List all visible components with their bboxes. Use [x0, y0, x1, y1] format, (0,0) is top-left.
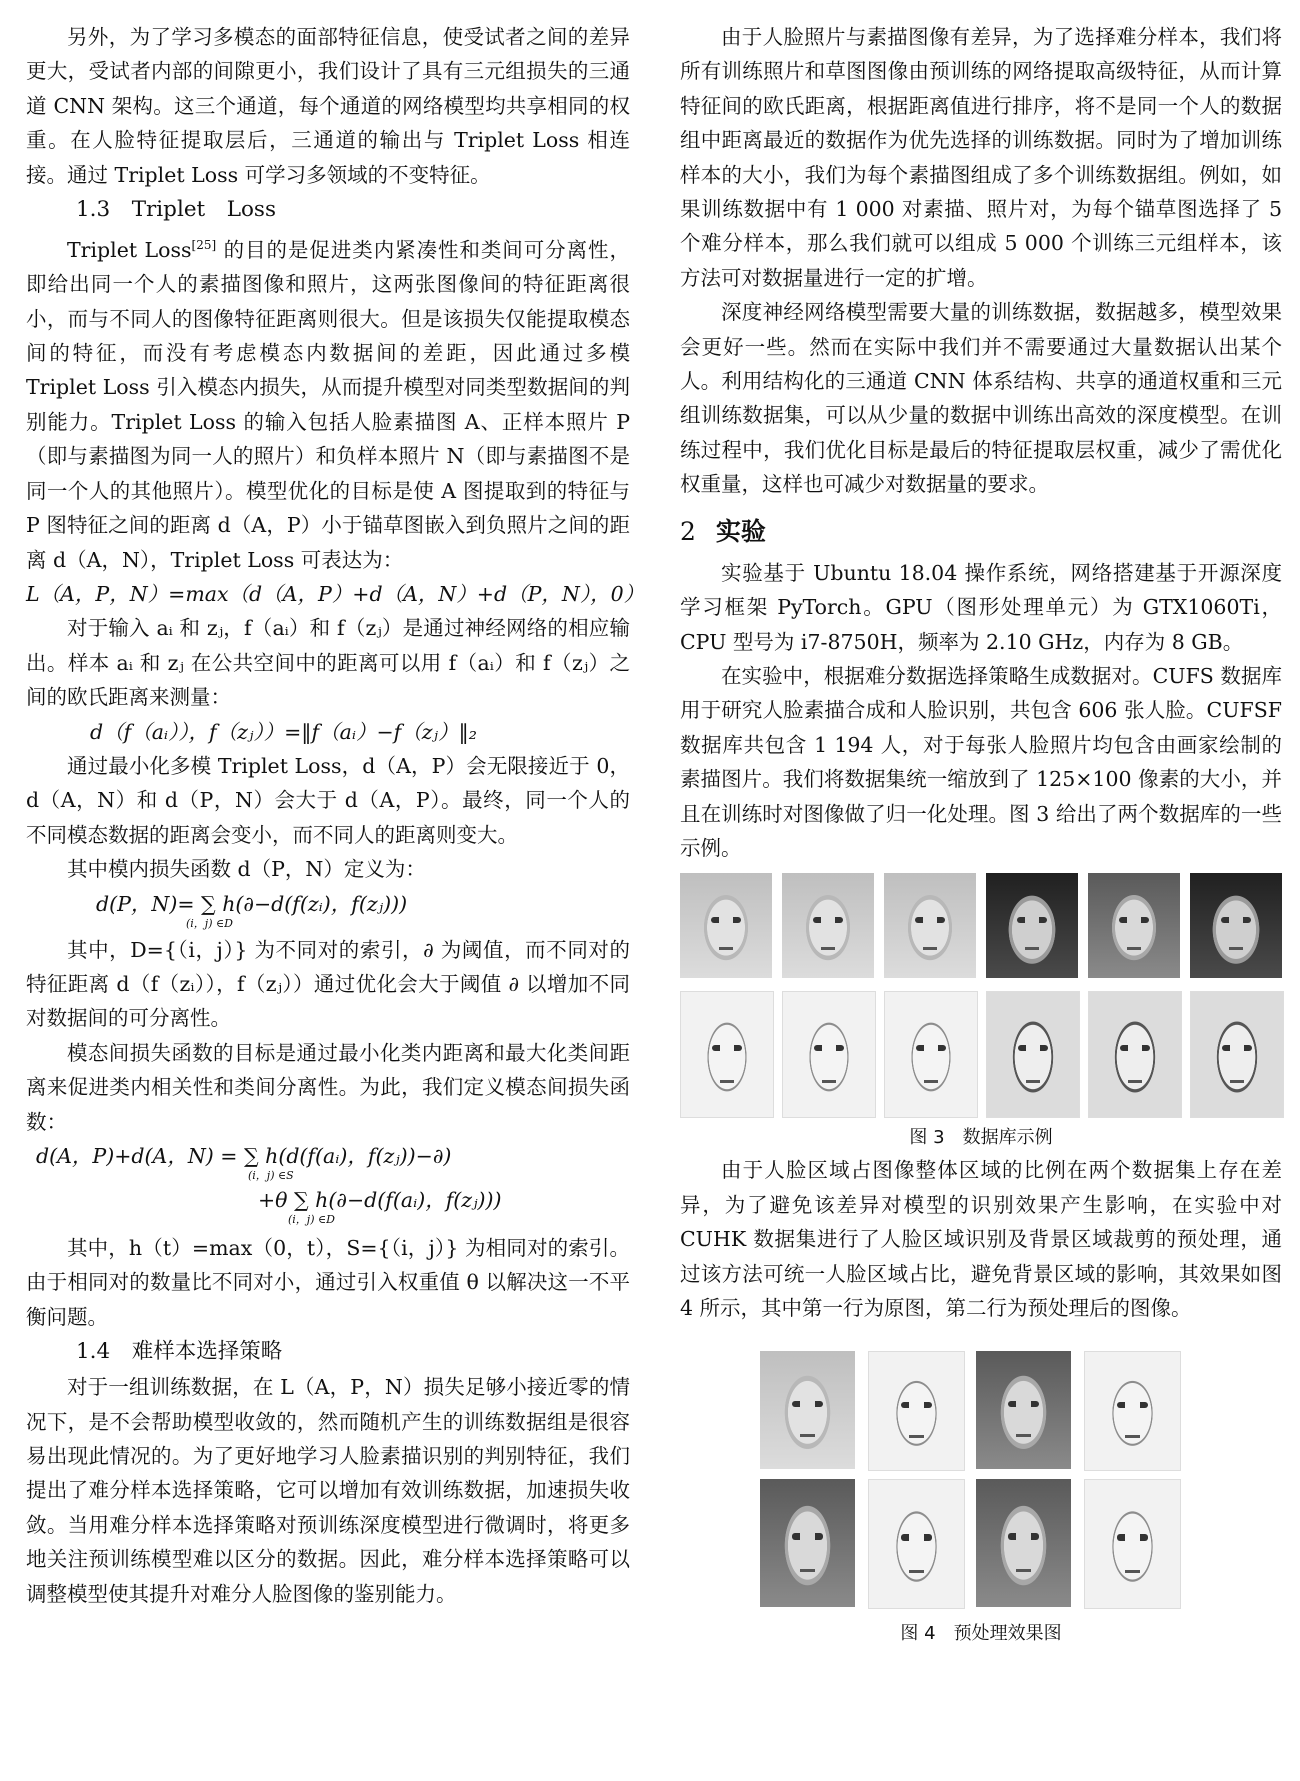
original-photo-image	[976, 1351, 1071, 1469]
preprocessed-photo-image	[976, 1479, 1071, 1607]
paragraph: 其中，D={（i，j）} 为不同对的索引，∂ 为阈值，而不同对的特征距离 d（f（zᵢ）），f（zⱼ））通过优化会大于阈值 ∂ 以增加不同对数据间的可分离性。	[26, 937, 630, 1031]
original-sketch-image	[1084, 1351, 1181, 1471]
equation-euclidean-distance: d（f（aᵢ）），f（zⱼ））=‖f（aᵢ）−f（zⱼ）‖₂	[90, 719, 477, 744]
paragraph: 通过最小化多模 Triplet Loss，d（A，P）会无限接近于 0，d（A，N）和 d（P，N）会大于 d（A，P）。最终，同一个人的不同模态数据的距离会变小，而不同人的距离则变大。	[26, 753, 630, 847]
equation-body: +θ ∑ h(∂−d(f(aᵢ)，f(zⱼ)))	[258, 1188, 502, 1213]
section-number: 2	[680, 516, 696, 546]
paragraph: 由于人脸照片与素描图像有差异，为了选择难分样本，我们将所有训练照片和草图图像由预训练的网络提取高级特征，从而计算特征间的欧氏距离，根据距离值进行排序，将不是同一个人的数据组中距离最近的数据作为优先选择的训练数据。同时为了增加训练样本的大小，我们为每个素描图组成了多个训练数据组。例如，如果训练数据中有 1 000 对素描、照片对，为每个锚草图选择了 5 个难分样本，那么我们就可以组成 5 000 个训练三元组样本，该方法可对数据量进行一定的扩增。	[680, 25, 1282, 290]
paragraph: 在实验中，根据难分数据选择策略生成数据对。CUFS 数据库用于研究人脸素描合成和人脸识别，共包含 606 张人脸。CUFSF 数据库共包含 1 194 人，对于每张人脸照片均包含由画家绘制的素描图片。我们将数据集统一缩放到了 125×100 像素的大小，并且在训练时对图像做了归一化处理。图 3 给出了两个数据库的一些示例。	[680, 663, 1282, 860]
figure-3	[680, 873, 1282, 1153]
equation-triplet-loss: L（A，P，N）=max（d（A，P）+d（A，N）+d（P，N），0）	[26, 581, 645, 606]
paragraph: 对于输入 aᵢ 和 zⱼ，f（aᵢ）和 f（zⱼ）是通过神经网络的相应输出。样本 aᵢ 和 zⱼ 在公共空间中的距离可以用 f（aᵢ）和 f（zⱼ）之间的欧氏距离来测量：	[26, 616, 630, 710]
equation-subscript: (i，j) ∈S	[248, 1169, 294, 1183]
equation-subscript: (i，j) ∈D	[288, 1213, 335, 1227]
figure-4-image-grid	[680, 1351, 1282, 1609]
figure-4	[680, 1351, 1282, 1649]
face-photo-image	[782, 873, 874, 978]
face-photo-image	[1190, 873, 1282, 978]
section-title: 实验	[715, 516, 766, 546]
preprocessed-sketch-image	[1084, 1479, 1181, 1609]
right-column	[680, 20, 1282, 1649]
face-photo-image	[884, 873, 976, 978]
face-photo-image	[1088, 873, 1180, 978]
equation-intra-modal-loss	[26, 887, 630, 933]
face-sketch-image	[782, 991, 876, 1118]
original-photo-image	[760, 1351, 855, 1469]
paragraph: 对于一组训练数据，在 L（A，P，N）损失足够小接近零的情况下，是不会帮助模型收敛的，然而随机产生的训练数据组是很容易出现此情况的。为了更好地学习人脸素描识别的判别特征，我们提出了难分样本选择策略，它可以增加有效训练数据，加速损失收敛。当用难分样本选择策略对预训练深度模型进行微调时，将更多地关注预训练模型难以区分的数据。因此，难分样本选择策略可以调整模型使其提升对难分人脸图像的鉴别能力。	[26, 1375, 630, 1606]
paragraph: 实验基于 Ubuntu 18.04 操作系统，网络搭建基于开源深度学习框架 PyTorch。GPU（图形处理单元）为 GTX1060Ti，CPU 型号为 i7-8750H，频率为 2.10 GHz，内存为 8 GB。	[680, 560, 1282, 654]
preprocessed-sketch-image	[868, 1479, 965, 1609]
paragraph	[26, 228, 630, 577]
face-sketch-image	[680, 991, 774, 1118]
paragraph: 其中模内损失函数 d（P，N）定义为：	[67, 857, 426, 882]
face-sketch-image	[986, 991, 1080, 1118]
face-photo-image	[986, 873, 1078, 978]
left-column	[26, 20, 645, 1611]
paragraph: 深度神经网络模型需要大量的训练数据，数据越多，模型效果会更好一些。然而在实际中我们并不需要通过大量数据认出某个人。利用结构化的三通道 CNN 体系结构、共享的通道权重和三元组训练数据集，可以从少量的数据中训练出高效的深度模型。在训练过程中，我们优化目标是最后的特征提取层权重，减少了需优化权重量，这样也可减少对数据量的要求。	[680, 300, 1282, 497]
face-sketch-image	[1190, 991, 1284, 1118]
section-heading-2	[680, 512, 1282, 552]
equation-body: d(P，N)= ∑ h(∂−d(f(zᵢ)，f(zⱼ)))	[96, 891, 408, 916]
paragraph: 模态间损失函数的目标是通过最小化类内距离和最大化类间距离来促进类内相关性和类间分离性。为此，我们定义模态间损失函数：	[26, 1040, 630, 1134]
figure-3-caption: 图 3 数据库示例	[909, 1127, 1053, 1149]
section-heading-1-3: 1.3 Triplet Loss	[76, 197, 276, 223]
paragraph: 另外，为了学习多模态的面部特征信息，使受试者之间的差异更大，受试者内部的间隙更小，我们设计了具有三元组损失的三通道 CNN 架构。这三个通道，每个通道的网络模型均共享相同的权重。在人脸特征提取层后，三通道的输出与 Triplet Loss 相连接。通过 Triplet Loss 可学习多领域的不变特征。	[26, 25, 630, 187]
paragraph-text: 的目的是促进类内紧凑性和类间可分离性，即给出同一个人的素描图像和照片，这两张图像间的特征距离很小，而与不同人的图像特征距离则很大。但是该损失仅能提取模态间的特征，而没有考虑模态内数据间的差距，因此通过多模 Triplet Loss 引入模态内损失，从而提升模型对同类型数据间的判别能力。Triplet Loss 的输入包括人脸素描图 A、正样本照片 P（即与素描图为同一人的照片）和负样本照片 N（即与素描图不是同一个人的其他照片）。模型优化的目标是使 A 图提取到的特征与 P 图特征之间的距离 d（A，P）小于锚草图嵌入到负照片之间的距离 d（A，N），Triplet Loss 可表达为：	[26, 237, 630, 572]
face-sketch-image	[884, 991, 978, 1118]
face-sketch-image	[1088, 991, 1182, 1118]
paragraph-text: Triplet Loss	[67, 237, 192, 262]
face-photo-image	[680, 873, 772, 978]
figure-3-image-grid	[680, 873, 1282, 1123]
original-sketch-image	[868, 1351, 965, 1471]
equation-body: d(A，P)+d(A，N) = ∑ h(d(f(aᵢ)，f(zⱼ))−∂)	[36, 1144, 452, 1169]
paragraph: 其中，h（t）=max（0，t），S={（i，j）} 为相同对的索引。由于相同对的数量比不同对小，通过引入权重值 θ 以解决这一不平衡问题。	[26, 1236, 630, 1329]
preprocessed-photo-image	[760, 1479, 855, 1607]
paragraph: 由于人脸区域占图像整体区域的比例在两个数据集上存在差异，为了避免该差异对模型的识别效果产生影响，在实验中对 CUHK 数据集进行了人脸区域识别及背景区域裁剪的预处理，通过该方法可统一人脸区域占比，避免背景区域的影响，其效果如图 4 所示，其中第一行为原图，第二行为预处理后的图像。	[680, 1158, 1282, 1320]
equation-inter-modal-loss-line1	[26, 1139, 630, 1183]
citation: [25]	[191, 238, 217, 253]
section-heading-1-4: 1.4 难样本选择策略	[76, 1339, 283, 1365]
equation-inter-modal-loss-line2	[26, 1183, 630, 1231]
figure-4-caption: 图 4 预处理效果图	[900, 1623, 1062, 1645]
equation-subscript: (i，j) ∈D	[186, 916, 233, 930]
